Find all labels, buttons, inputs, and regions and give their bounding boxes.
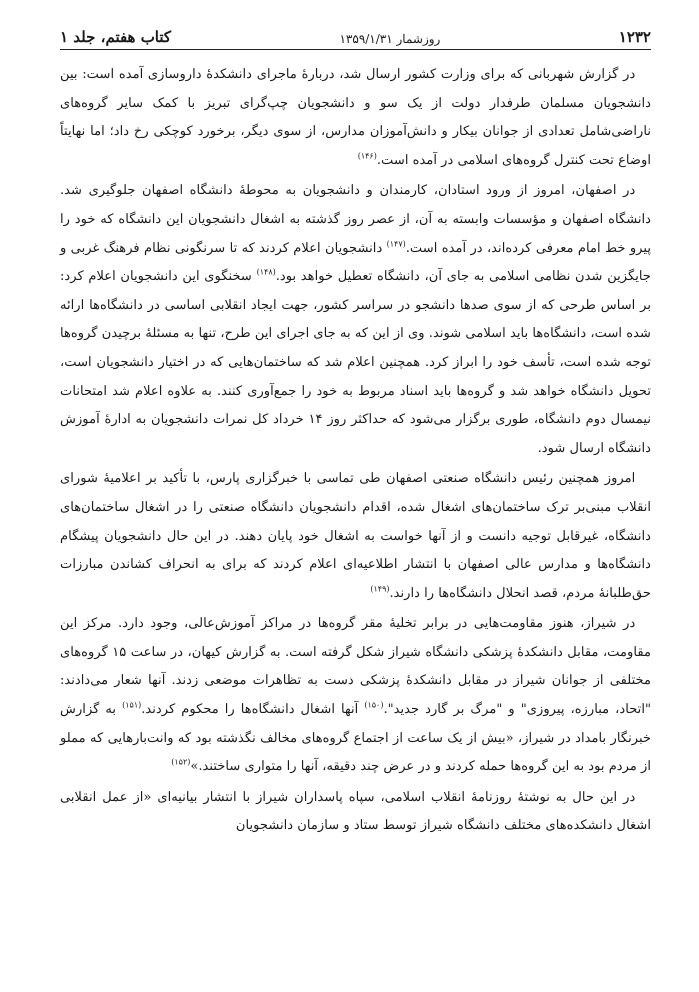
footnote-ref: (۱۴۹): [370, 584, 390, 594]
footnote-ref: (۱۴۸): [256, 267, 276, 277]
footnote-ref: (۱۴۶): [357, 151, 377, 161]
book-title: کتاب هفتم، جلد ۱: [60, 28, 172, 46]
footnote-ref: (۱۵۰): [364, 700, 384, 710]
page-number: ۱۲۳۲: [618, 28, 651, 46]
paragraph: در شیراز، هنوز مقاومت‌هایی در برابر تخلیۀ مقر گروه‌ها در مراکز آموزش‌عالی، وجود دارد. مرکز این مقاومت، مقابل دانشکدۀ پزشکی دانشگاه شیراز شکل گرفته است. به گزارش کیهان، در ساعت ۱۵ گروه‌های مختلفی از جوانان شیراز در مقابل دانشکدۀ پزشکی دست به تظاهرات موضعی زدند. آنها شعار می‌دادند: "اتحاد، مبارزه، پیروزی" و "مرگ بر گارد جدید".$^{(۱۵۰)}$ آنها اشغال دانشگاه‌ها را محکوم کردند.$^{(۱۵۱)}$ به گزارش خبرنگار بامداد در شیراز، «بیش از یک ساعت از اجتماع گروه‌های مخالف نگذشته بود که وانت‌بارهایی که مملو از مردم بود به این گروه‌ها حمله کردند و در عرض چند دقیقه، آنها را متواری ساختند.»$^{(۱۵۲)}$: [60, 616, 651, 775]
paragraph: در این حال به نوشتۀ روزنامۀ انقلاب اسلامی، سپاه پاسداران شیراز با انتشار بیانیه‌ای «از عمل انقلابی اشغال دانشکده‌های مختلف دانشگاه شیراز توسط ستاد و سازمان دانشجویان: [60, 789, 651, 834]
page-header: [60, 28, 651, 50]
chronology-date: روزشمار ۱۳۵۹/۱/۳۱: [339, 32, 441, 46]
footnote-ref: (۱۴۷): [386, 239, 406, 249]
paragraph: در گزارش شهربانی که برای وزارت کشور ارسال شد، دربارۀ ماجرای دانشکدۀ داروسازی آمده است: بین دانشجویان مسلمان طرفدار دولت از یک سو و دانشجویان چپ‌گرای تبریز با کمک سایر گروه‌های ناراضی‌شامل تعدادی از جوانان بیکار و دانش‌آموزان مدارس، از سوی دیگر، برخورد کوچکی رخ داد؛ اما نهایتاً اوضاع تحت کنترل گروه‌های اسلامی در آمده است.$^{(۱۴۶)}$: [60, 67, 651, 168]
document-body: [60, 61, 651, 841]
footnote-ref: (۱۵۱): [122, 700, 142, 710]
footnote-ref: (۱۵۲): [171, 757, 191, 767]
paragraph: در اصفهان، امروز از ورود استادان، کارمندان و دانشجویان به محوطۀ دانشگاه اصفهان جلوگیری شد. دانشگاه اصفهان و مؤسسات وابسته به آن، از عصر روز گذشته به اشغال دانشجویان این دانشگاه که خود را پیرو خط امام معرفی کرده‌اند، در آمده است.$^{(۱۴۷)}$ دانشجویان اعلام کردند که تا سرنگونی نظام فرهنگ غربی و جایگزین شدن نظامی اسلامی به جای آن، دانشگاه تعطیل خواهد بود.$^{(۱۴۸)}$ سخنگوی این دانشجویان اعلام کرد: بر اساس طرحی که از سوی صدها دانشجو در سراسر کشور، جهت ایجاد انقلابی اساسی در دانشگاه‌ها ارائه شده است، دانشگاه‌ها باید اسلامی شوند. وی از این که به جای اجرای این طرح، تنها به مسئلۀ برچیدن گروه‌ها توجه شده است، تأسف خود را ابراز کرد. همچنین اعلام شد که ساختمان‌هایی که در اختیار دانشجویان است، تحویل دانشگاه خواهد شد و گروه‌ها باید اسناد مربوط به خود را جمع‌آوری کنند. به علاوه اعلام شد امتحانات نیمسال دوم دانشگاه، طوری برگزار می‌شود که حداکثر روز ۱۴ خرداد کل نمرات دانشجویان به ادارۀ آموزش دانشگاه ارسال شود.: [60, 183, 651, 456]
paragraph: امروز همچنین رئیس دانشگاه صنعتی اصفهان طی تماسی با خبرگزاری پارس، با تأکید بر اعلامیۀ شورای انقلاب مبنی‌بر ترک ساختمان‌های اشغال شده، اقدام دانشجویان دانشگاه صنعتی را در اشغال ساختمان‌های دانشگاه، غیرقابل توجیه دانست و از آنها خواست به اشغال خود پایان دهند. در این حال دانشجویان پیشگام دانشگاه‌ها و مدارس عالی اصفهان با انتشار اطلاعیه‌ای اعلام کردند که برای به انحراف کشاندن مبارزات حق‌طلبانۀ مردم، قصد انحلال دانشگاه‌ها را دارند.$^{(۱۴۹)}$: [60, 471, 651, 601]
